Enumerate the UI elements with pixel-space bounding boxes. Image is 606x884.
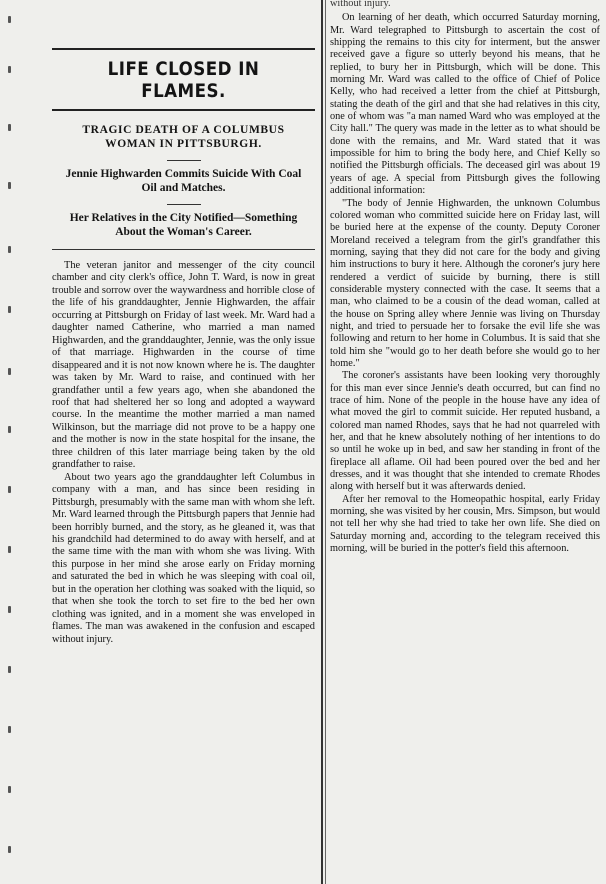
article-paragraph: "The body of Jennie Highwarden, the unknown Columbus colored woman who committed suicide here on Friday last, will be buried here at the expense of the county. Deputy Coroner Moreland received a telegram from the girl's grandfather this morning, saying that they did not care for the body and giving him instructions to bury it here. Although the coroner's jury here rendered a verdict of suicide by burning, there is still considerable mystery connected with the case. It seems that a man, who claimed to be a cousin of the dead woman, called at the house on Spring alley where Jennie was living on Thursday night, and tried to persuade her to forsake the evil life she was following and return to her home in Columbus. It is said that she told him she "would go to her death before she would go to her home." — [330, 197, 600, 369]
deck-tertiary: Her Relatives in the City Notified—Something About the Woman's Career. — [69, 212, 298, 238]
left-column — [52, 48, 315, 646]
article-paragraph: About two years ago the granddaughter left Columbus in company with a man, and has since been residing in Pittsburgh, presumably with the same man with whom she left. Mr. Ward learned through the Pittsburgh papers that Jennie had been horribly burned, and the story, as he gleaned it, was that his grandchild had determined to do away with herself, and at the same time with the man with whom she was living. With this purpose in her mind she arose early on Friday morning and saturated the bed in which he was sleeping with coal oil, but in the operation her clothing was soaked with the liquid, so that when she took the torch to set fire to the bed her own clothing was ignited, and in a moment she was enveloped in flames. The man was awakened in the confusion and escaped without injury. — [52, 471, 315, 645]
headline: LIFE CLOSED IN FLAMES. — [107, 58, 260, 102]
page-binding-edge — [2, 6, 20, 878]
article-paragraph: The coroner's assistants have been looking very thoroughly for this man ever since Jennie's death occurred, but can find no trace of him. None of the people in the house have any idea of what moved the girl to commit suicide. Her reputed husband, a colored man named Rhodes, says that he had not quarreled with her, and that he knew absolutely nothing of her intentions to do so until he woke up in bed, and saw her standing in front of the fireplace all aflame. Oil had been poured over the bed and her dresses, and it was thought that she intended to cremate Rhodes along with herself but it was afterwards denied. — [330, 370, 600, 493]
deck-secondary: Jennie Highwarden Commits Suicide With Coal Oil and Matches. — [65, 168, 302, 194]
column-rule-inner — [325, 0, 326, 884]
article-paragraph: The veteran janitor and messenger of the city council chamber and city clerk's office, John T. Ward, is now in great trouble and sorrow over the waywardness and horrible close of the life of his granddaughter, Jennie Highwarden, the affair occurring at Pittsburgh on Friday of last week. Mr. Ward had a daughter named Catherine, who married a man named Highwarden, and the granddaughter, Jennie, was the only issue of that marriage. Highwarden in the course of time disappeared and it is not now known where he is. The daughter was taken by Mr. Ward to raise, and continued with her grandfather until a few years ago, when she abandoned the roof that had sheltered her so long and adopted a wayward course. In the meantime the mother married a man named Wilkinson, but the marriage did not prove to be a happy one and the mother is now in the state hospital for the insane, the three children of this later marriage being taken by the old grandfather to raise. — [52, 260, 315, 471]
article-paragraph: On learning of her death, which occurred Saturday morning, Mr. Ward telegraphed to Pittsburgh to ascertain the cost of shipping the remains to this city for interment, but the answer received gave a figure so utterly beyond his means, that he replied, to bury her in Pittsburgh, which will be done. This morning Mr. Ward was called to the office of Chief of Police Kelly, who had received a letter from the chief at Pittsburgh, stating the death of the girl and that she had relatives in this city, one of whom was "a man named Ward who was employed at the City hall." The query was made in the letter as to what should be done with the remains, and Mr. Ward stated that it was impossible for him to bring the body here, and Chief Kelly so notified the Pittsburgh officials. The deceased girl was about 19 years of age. A special from Pittsburgh gives the following additional information: — [330, 12, 600, 197]
continued-fragment: without injury. — [330, 0, 391, 9]
article-paragraph: After her removal to the Homeopathic hospital, early Friday morning, she was visited by her cousin, Mrs. Simpson, but would not tell her why she had tried to take her own life. She died on Saturday morning and, according to the telegram received this morning, will be buried in the potter's field this afternoon. — [330, 493, 600, 555]
right-column — [330, 0, 600, 555]
column-rule — [321, 0, 323, 884]
section-divider — [52, 249, 315, 250]
deck-primary: TRAGIC DEATH OF A COLUMBUS WOMAN IN PITTSBURGH. — [82, 124, 285, 150]
headline-box — [52, 48, 315, 111]
